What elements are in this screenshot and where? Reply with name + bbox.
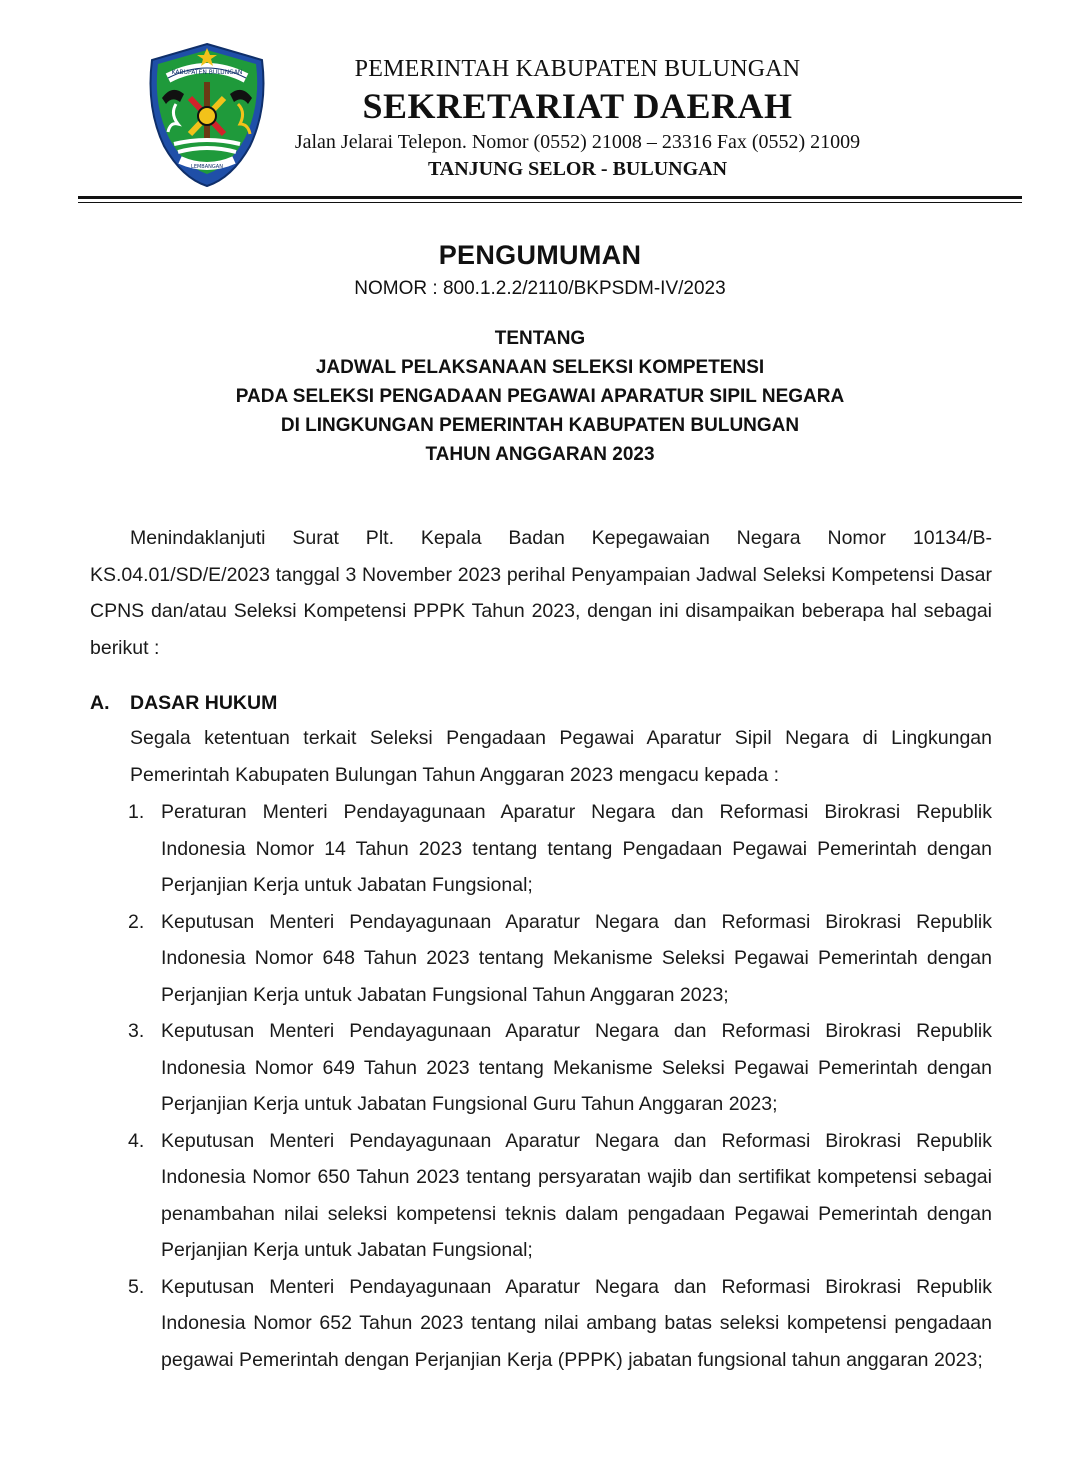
document-subject [80,324,1000,469]
office-address: Jalan Jelarai Telepon. Nomor (0552) 21008 – 23316 Fax (0552) 21009 [294,131,861,153]
office-name: SEKRETARIAT DAERAH [362,86,793,126]
subject-line: TENTANG [494,328,586,349]
subject-line: PADA SELEKSI PENGADAAN PEGAWAI APARATUR SIPIL NEGARA [235,386,845,407]
list-item-text: Peraturan Menteri Pendayagunaan Aparatur Negara dan Reformasi Birokrasi Republik Indonesia Nomor 14 Tahun 2023 tentang tentang Pengadaan Pegawai Pemerintah dengan Perjanjian Kerja untuk Jabatan Fungsional; [161,801,992,896]
list-item [128,794,992,904]
office-city: TANJUNG SELOR - BULUNGAN [427,158,728,180]
list-item [128,904,992,1014]
document-number: NOMOR : 800.1.2.2/2110/BKPSDM-IV/2023 [354,278,726,299]
list-item-text: Keputusan Menteri Pendayagunaan Aparatur Negara dan Reformasi Birokrasi Republik Indonesia Nomor 649 Tahun 2023 tentang Mekanisme Seleksi Pegawai Pemerintah dengan Perjanjian Kerja untuk Jabatan Fungsional Guru Tahun Anggaran 2023; [161,1020,992,1115]
list-item-text: Keputusan Menteri Pendayagunaan Aparatur Negara dan Reformasi Birokrasi Republik Indonesia Nomor 650 Tahun 2023 tentang persyaratan wajib dan sertifikat kompetensi sebagai penambahan nilai seleksi kompetensi teknis dalam pengadaan Pegawai Pemerintah dengan Perjanjian Kerja untuk Jabatan Fungsional; [161,1129,992,1261]
list-item-number: 2. [128,910,145,933]
svg-text:LEMBANGAN: LEMBANGAN [191,164,223,170]
list-item [128,1013,992,1123]
kabupaten-bulungan-emblem-icon [140,38,274,190]
list-item [128,1123,992,1269]
list-item-text: Keputusan Menteri Pendayagunaan Aparatur Negara dan Reformasi Birokrasi Republik Indonesia Nomor 652 Tahun 2023 tentang nilai ambang batas seleksi kompetensi pengadaan pegawai Pemerintah dengan Perjanjian Kerja (PPPK) jabatan fungsional tahun anggaran 2023; [161,1275,992,1371]
list-item-number: 3. [128,1020,145,1042]
government-name: PEMERINTAH KABUPATEN BULUNGAN [354,56,801,82]
letterhead [270,52,885,182]
subject-line: JADWAL PELAKSANAAN SELEKSI KOMPETENSI [315,357,765,378]
list-item-text: Keputusan Menteri Pendayagunaan Aparatur Negara dan Reformasi Birokrasi Republik Indonesia Nomor 648 Tahun 2023 tentang Mekanisme Seleksi Pegawai Pemerintah dengan Perjanjian Kerja untuk Jabatan Fungsional Tahun Anggaran 2023; [161,910,992,1006]
list-item [128,1269,992,1379]
list-item-number: 1. [128,801,145,823]
section-a-lead: Segala ketentuan terkait Seleksi Pengadaan Pegawai Aparatur Sipil Negara di Lingkungan Pemerintah Kabupaten Bulungan Tahun Anggaran 2023 mengacu kepada : [130,727,992,786]
document-title: PENGUMUMAN [438,240,642,270]
section-a-heading [90,688,277,718]
section-title: DASAR HUKUM [130,692,278,714]
letterhead-divider-thin [78,202,1022,203]
subject-line: TAHUN ANGGARAN 2023 [425,444,655,465]
subject-line: DI LINGKUNGAN PEMERINTAH KABUPATEN BULUNGAN [280,415,800,436]
list-item-number: 4. [128,1129,145,1152]
intro-paragraph: Menindaklanjuti Surat Plt. Kepala Badan Kepegawaian Negara Nomor 10134/B-KS.04.01/SD/E/2023 tanggal 3 November 2023 perihal Penyampaian Jadwal Seleksi Kompetensi Dasar CPNS dan/atau Seleksi Kompetensi PPPK Tahun 2023, dengan ini disampaikan beberapa hal sebagai berikut : [90,527,992,659]
letterhead-divider-thick [78,196,1022,199]
legal-basis-list [128,794,992,1378]
list-item-number: 5. [128,1275,145,1298]
announcement-title-block [80,238,1000,469]
svg-text:KABUPATEN BULUNGAN: KABUPATEN BULUNGAN [171,69,243,76]
section-letter: A. [90,692,110,714]
